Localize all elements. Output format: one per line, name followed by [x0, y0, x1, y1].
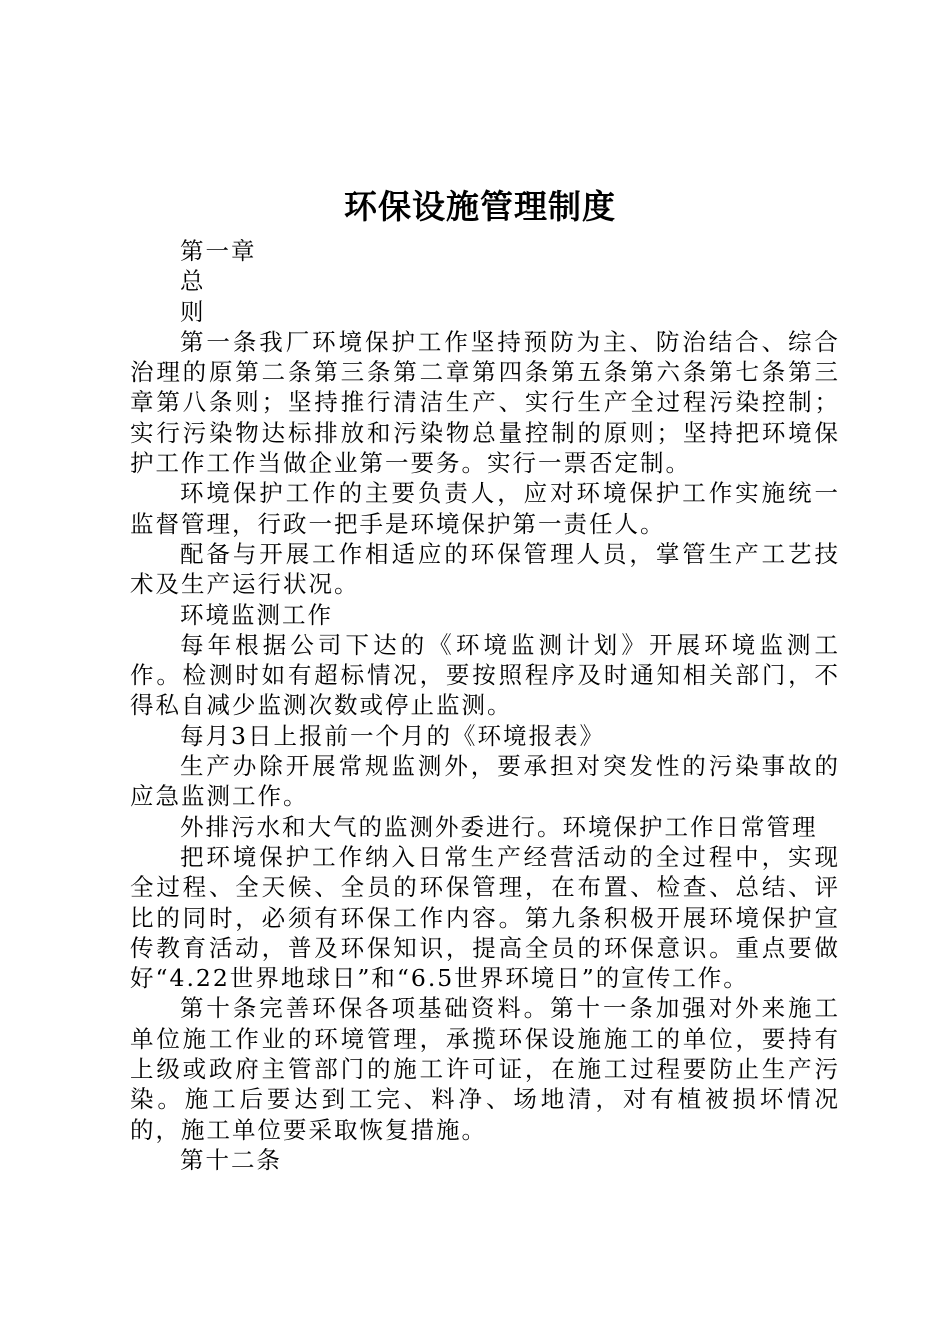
paragraph: 第一条我厂环境保护工作坚持预防为主、防治结合、综合治理的原第二条第三条第二章第四条第五条第六条第七条第三章第八条则；坚持推行清洁生产、实行生产全过程污染控制；实行污染物达标排放和污染物总量控制的原则；坚持把环境保护工作工作当做企业第一要务。实行一票否定制。 [130, 327, 840, 478]
document-title: 环保设施管理制度 [344, 187, 616, 226]
paragraph: 生产办除开展常规监测外，要承担对突发性的污染事故的应急监测工作。 [130, 752, 840, 811]
chapter-heading-line: 则 [180, 297, 206, 326]
paragraph: 外排污水和大气的监测外委进行。环境保护工作日常管理 [180, 812, 818, 841]
document-body [130, 236, 840, 1175]
paragraph: 第十条完善环保各项基础资料。第十一条加强对外来施工单位施工作业的环境管理，承揽环保设施施工的单位，要持有上级或政府主管部门的施工许可证，在施工过程要防止生产污染。施工后要达到工完、料净、场地清，对有植被损坏情况的，施工单位要采取恢复措施。 [130, 994, 840, 1144]
paragraph: 每年根据公司下达的《环境监测计划》开展环境监测工作。检测时如有超标情况，要按照程序及时通知相关部门，不得私自减少监测次数或停止监测。 [130, 630, 840, 720]
chapter-heading-line: 第一章 [180, 237, 257, 265]
chapter-heading-line: 总 [180, 267, 206, 296]
paragraph: 把环境保护工作纳入日常生产经营活动的全过程中，实现全过程、全天候、全员的环保管理，在布置、检查、总结、评比的同时，必须有环保工作内容。第九条积极开展环境保护宣传教育活动，普及环保知识，提高全员的环保意识。重点要做好“4.22世界地球日”和“6.5世界环境日”的宣传工作。 [130, 842, 840, 993]
paragraph: 配备与开展工作相适应的环保管理人员，掌管生产工艺技术及生产运行状况。 [130, 539, 840, 599]
section-heading: 环境监测工作 [180, 600, 333, 629]
paragraph: 每月3日上报前一个月的《环境报表》 [180, 721, 605, 750]
paragraph: 环境保护工作的主要负责人，应对环境保护工作实施统一监督管理，行政一把手是环境保护第一责任人。 [130, 479, 840, 538]
paragraph: 第十二条 [180, 1145, 282, 1174]
